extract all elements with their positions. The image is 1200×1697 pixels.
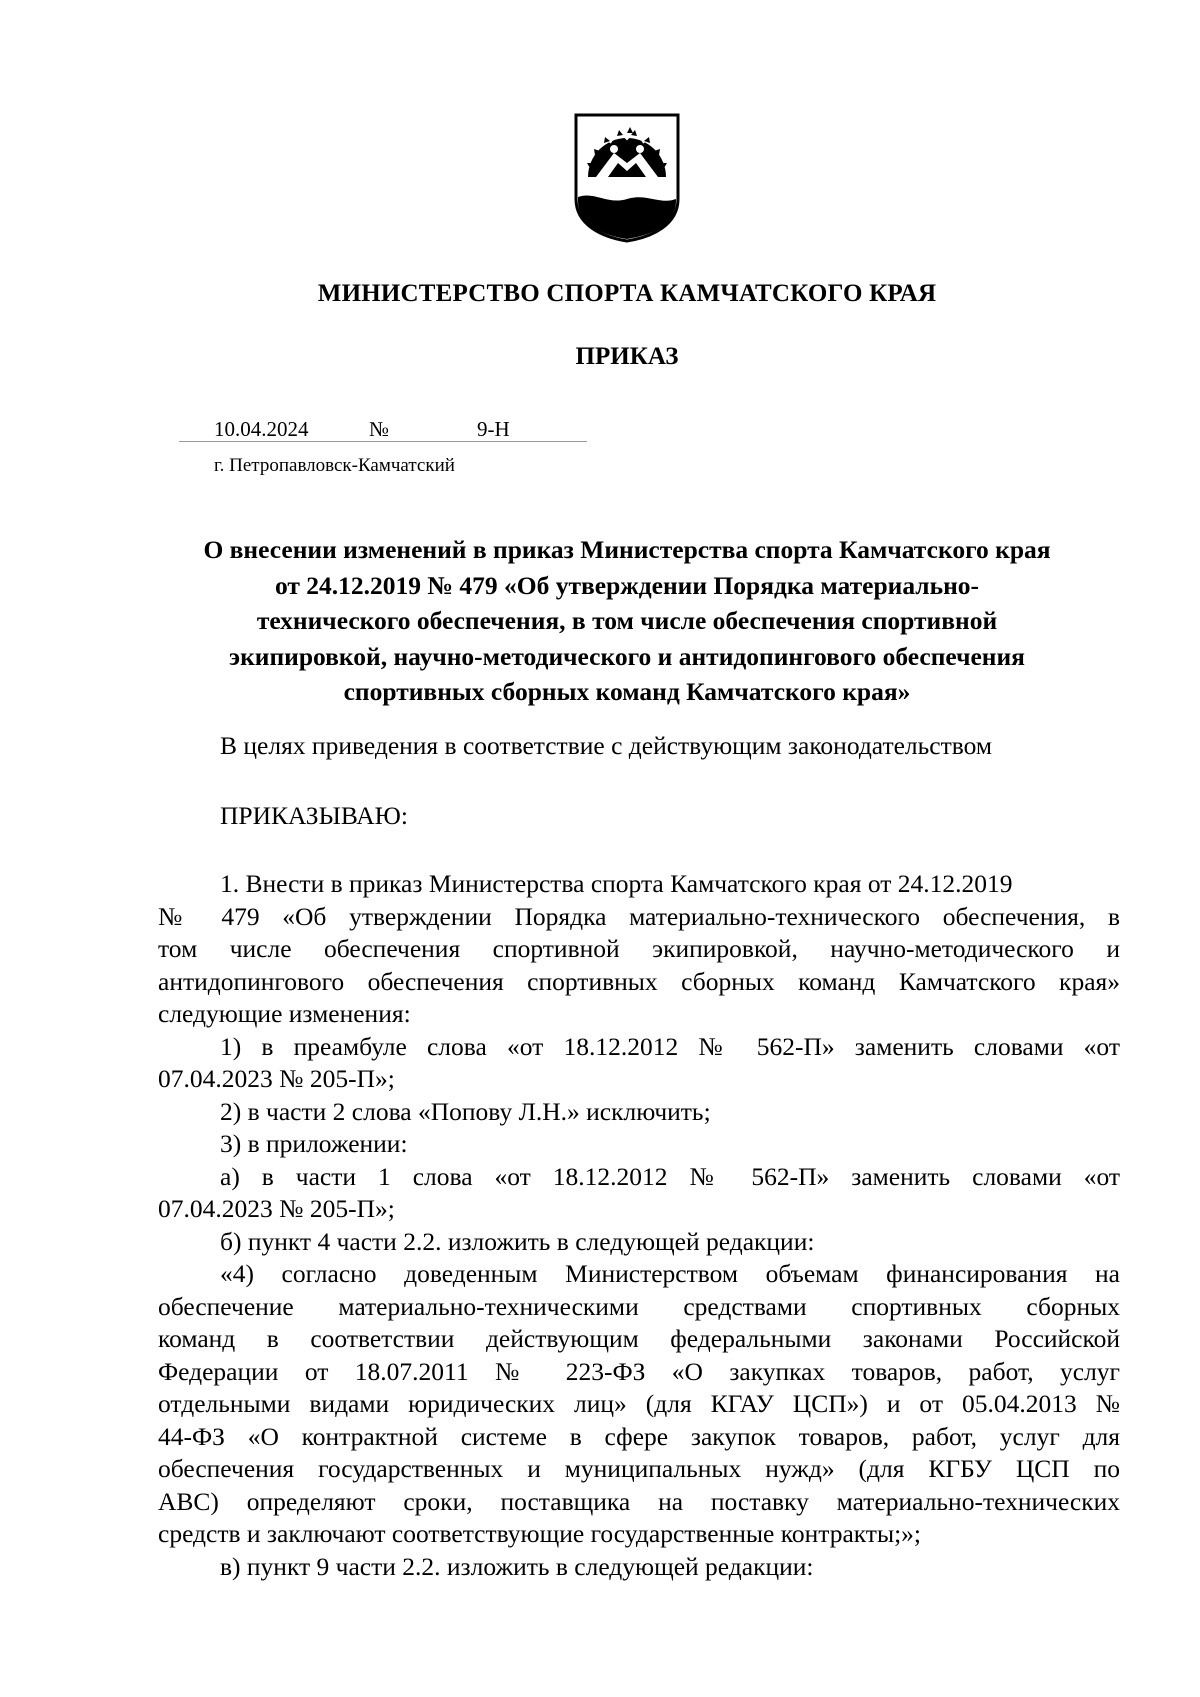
ministry-name: МИНИСТЕРСТВО СПОРТА КАМЧАТСКОГО КРАЯ xyxy=(317,280,937,307)
title-line: технического обеспечения, в том числе обеспечения спортивной xyxy=(256,606,998,635)
paragraph-line: Федерации от 18.07.2011 № 223-ФЗ «О закупках товаров, работ, услуг xyxy=(158,1356,1120,1386)
paragraph-line: АВС) определяют сроки, поставщика на поставку материально-технических xyxy=(158,1486,1120,1516)
number-sign: № xyxy=(369,417,390,441)
paragraph-line: 1. Внести в приказ Министерства спорта Камчатского края от 24.12.2019 xyxy=(220,869,1013,898)
paragraph-line: обеспечения государственных и муниципальных нужд» (для КГБУ ЦСП по xyxy=(158,1454,1120,1483)
title-line: спортивных сборных команд Камчатского края» xyxy=(343,677,911,706)
document-type: ПРИКАЗ xyxy=(575,343,679,370)
document-title xyxy=(150,532,1104,710)
paragraph-line: 2) в части 2 слова «Попову Л.Н.» исключить; xyxy=(220,1096,711,1126)
order-body xyxy=(158,868,1120,1583)
paragraph-line: б) пункт 4 части 2.2. изложить в следующей редакции: xyxy=(220,1226,815,1256)
order-number: 9-Н xyxy=(477,417,510,441)
title-line: О внесении изменений в приказ Министерства спорта Камчатского края xyxy=(203,535,1051,564)
paragraph-line: обеспечение материально-техническими средствами спортивных сборных xyxy=(158,1291,1120,1321)
paragraph-line: средств и заключают соответствующие государственные контракты;»; xyxy=(158,1519,922,1548)
kamchatka-coat-of-arms-icon xyxy=(574,113,680,243)
order-keyword: ПРИКАЗЫВАЮ: xyxy=(220,801,408,830)
order-date: 10.04.2024 xyxy=(214,417,309,441)
paragraph-line: «4) согласно доведенным Министерством объемам финансирования на xyxy=(220,1259,1120,1288)
title-line: экипировкой, научно-методического и антидопингового обеспечения xyxy=(229,641,1025,671)
paragraph-line: № 479 «Об утверждении Порядка материально-технического обеспечения, в xyxy=(158,901,1120,931)
paragraph-line: отдельными видами юридических лиц» (для КГАУ ЦСП») и от 05.04.2013 № xyxy=(158,1389,1120,1418)
paragraph-line: 07.04.2023 № 205-П»; xyxy=(158,1064,395,1093)
paragraph-line: команд в соответствии действующим федеральными законами Российской xyxy=(158,1324,1120,1353)
date-number-underline xyxy=(179,441,587,442)
paragraph-line: 44-ФЗ «О контрактной системе в сфере закупок товаров, работ, услуг для xyxy=(158,1421,1120,1451)
paragraph-line: том числе обеспечения спортивной экипировкой, научно-методического и xyxy=(158,934,1120,963)
paragraph-line: 07.04.2023 № 205-П»; xyxy=(158,1194,395,1223)
title-line: от 24.12.2019 № 479 «Об утверждении Порядка материально- xyxy=(274,570,980,600)
paragraph-line: следующие изменения: xyxy=(158,999,411,1028)
preamble-text: В целях приведения в соответствие с действующим законодательством xyxy=(220,731,993,760)
paragraph-line: антидопингового обеспечения спортивных сборных команд Камчатского края» xyxy=(158,966,1120,996)
city-name: г. Петропавловск-Камчатский xyxy=(214,455,455,476)
paragraph-line: в) пункт 9 части 2.2. изложить в следующей редакции: xyxy=(220,1551,814,1581)
paragraph-line: 1) в преамбуле слова «от 18.12.2012 № 562-П» заменить словами «от xyxy=(220,1031,1120,1061)
paragraph-line: 3) в приложении: xyxy=(220,1129,408,1158)
paragraph-line: а) в части 1 слова «от 18.12.2012 № 562-П» заменить словами «от xyxy=(220,1161,1120,1191)
